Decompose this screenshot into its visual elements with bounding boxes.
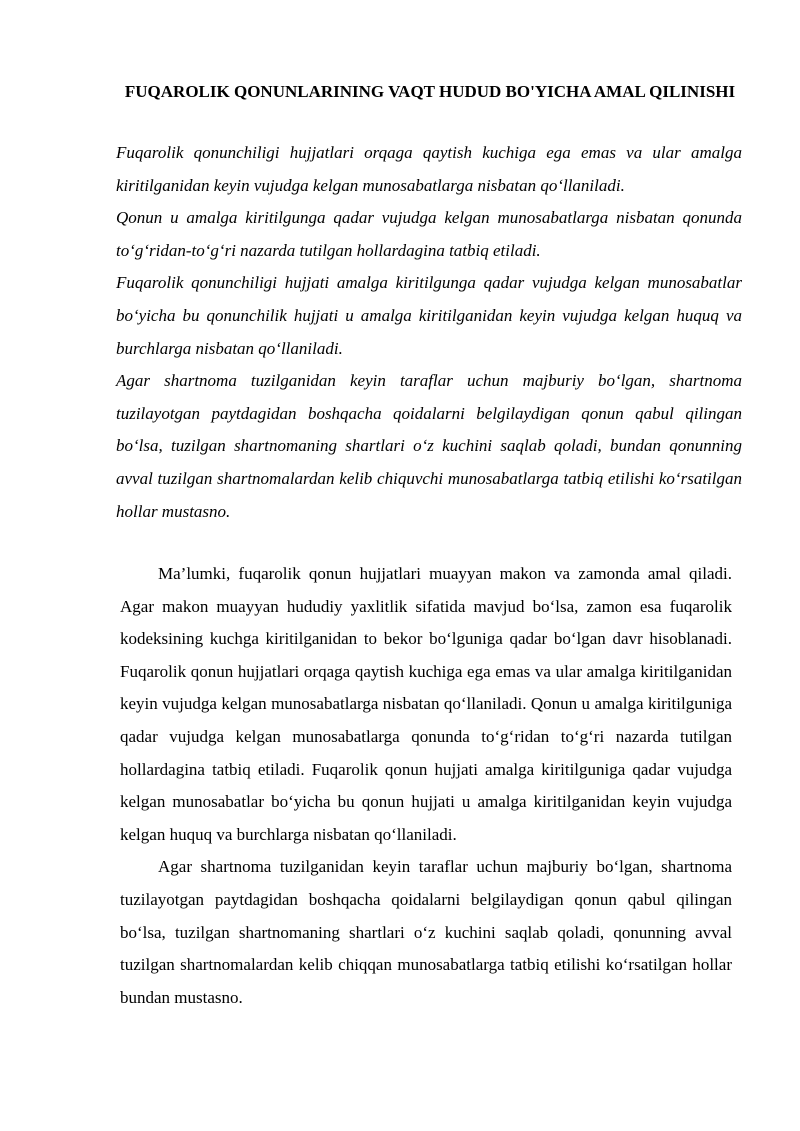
- body-paragraph: Agar shartnoma tuzilganidan keyin taraflar uchun majburiy bo‘lgan, shartnoma tuzilayotgan paytdagidan boshqacha qoidalarni belgilaydigan qonun qabul qilingan bo‘lsa, tuzilgan shartnomaning shartlari o‘z kuchini saqlab qoladi, qonunning avval tuzilgan shartnomalardan kelib chiqqan munosabatlarga tatbiq etilishi ko‘rsatilgan hollar bundan mustasno.: [120, 857, 732, 1007]
- body-paragraph: Ma’lumki, fuqarolik qonun hujjatlari muayyan makon va zamonda amal qiladi. Agar makon muayyan hududiy yaxlitlik sifatida mavjud bo‘lsa, zamon esa fuqarolik kodeksining kuchga kiritilganidan to bekor bo‘lguniga qadar bo‘lgan davr hisoblanadi. Fuqarolik qonun hujjatlari orqaga qaytish kuchiga ega emas va ular amalga kiritilganidan keyin vujudga kelgan munosabatlarga nisbatan qo‘llaniladi. Qonun u amalga kiritilguniga qadar vujudga kelgan munosabatlarga qonunda to‘g‘ridan to‘g‘ri nazarda tutilgan hollardagina tatbiq etiladi. Fuqarolik qonun hujjati amalga kiritilguniga qadar vujudga kelgan munosabatlar bo‘yicha bu qonun hujjati u amalga kiritilganidan keyin vujudga kelgan huquq va burchlarga nisbatan qo‘llaniladi.: [120, 564, 732, 844]
- intro-paragraph: Fuqarolik qonunchiligi hujjati amalga kiritilgunga qadar vujudga kelgan munosabatlar bo‘yicha bu qonunchilik hujjati u amalga kiritilganidan keyin vujudga kelgan huquq va burchlarga nisbatan qo‘llaniladi.: [116, 273, 742, 358]
- document-title: FUQAROLIK QONUNLARINING VAQT HUDUD BO'YICHA AMAL QILINISHI: [124, 82, 736, 101]
- body-section: [120, 558, 732, 1014]
- intro-section: [116, 137, 742, 528]
- intro-paragraph: Fuqarolik qonunchiligi hujjatlari orqaga qaytish kuchiga ega emas va ular amalga kiritilganidan keyin vujudga kelgan munosabatlarga nisbatan qo‘llaniladi.: [116, 143, 742, 195]
- intro-paragraph: Qonun u amalga kiritilgunga qadar vujudga kelgan munosabatlarga nisbatan qonunda to‘g‘ridan-to‘g‘ri nazarda tutilgan hollardagina tatbiq etiladi.: [116, 208, 742, 260]
- intro-paragraph: Agar shartnoma tuzilganidan keyin taraflar uchun majburiy bo‘lgan, shartnoma tuzilayotgan paytdagidan boshqacha qoidalarni belgilaydigan qonun qabul qilingan bo‘lsa, tuzilgan shartnomaning shartlari o‘z kuchini saqlab qoladi, bundan qonunning avval tuzilgan shartnomalardan kelib chiquvchi munosabatlarga tatbiq etilishi ko‘rsatilgan hollar mustasno.: [116, 371, 742, 521]
